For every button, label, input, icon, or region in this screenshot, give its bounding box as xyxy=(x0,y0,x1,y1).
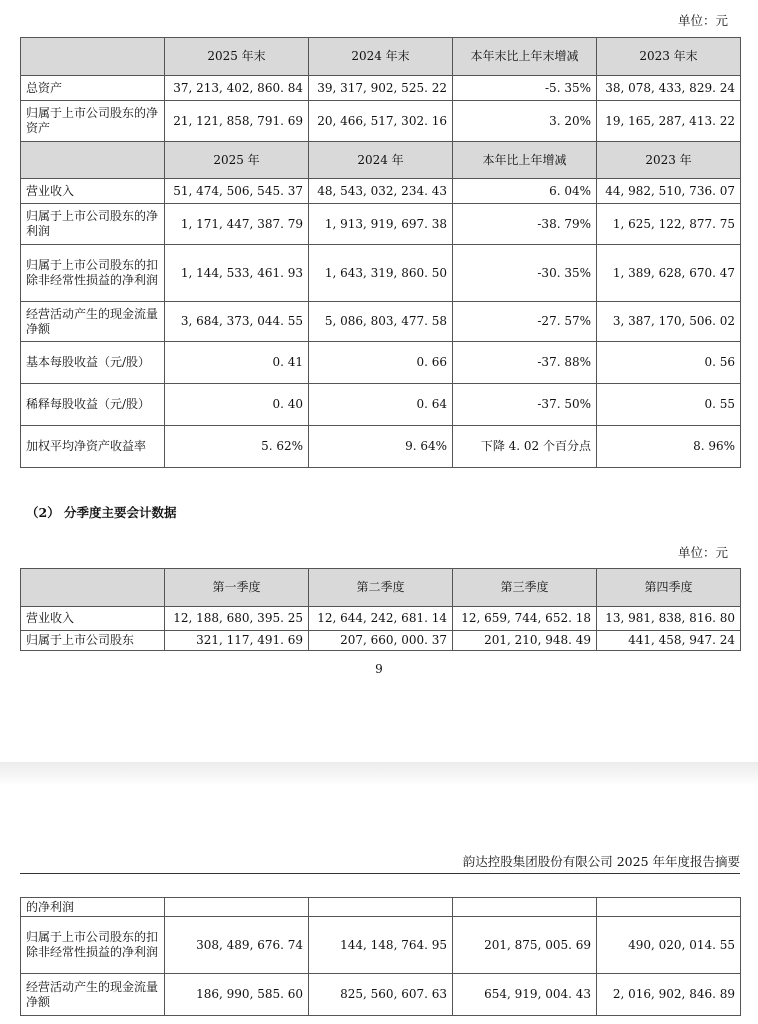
table-row xyxy=(21,204,741,245)
table-cell: 0. 55 xyxy=(597,384,741,426)
table-cell: 308, 489, 676. 74 xyxy=(165,917,309,974)
table-cell: 490, 020, 014. 55 xyxy=(597,917,741,974)
row-label: 总资产 xyxy=(21,76,165,101)
table-row xyxy=(21,898,741,917)
table-cell: 9. 64% xyxy=(309,426,453,468)
table-cell: 12, 644, 242, 681. 14 xyxy=(309,607,453,631)
table-cell: 37, 213, 402, 860. 84 xyxy=(165,76,309,101)
table-row xyxy=(21,101,741,142)
header-cell xyxy=(21,38,165,76)
table-cell: 1, 171, 447, 387. 79 xyxy=(165,204,309,245)
table-cell: 1, 389, 628, 670. 47 xyxy=(597,245,741,302)
header-cell: 2023 年 xyxy=(597,142,741,179)
header-cell: 2024 年 xyxy=(309,142,453,179)
table-cell xyxy=(165,898,309,917)
row-label: 稀释每股收益（元/股） xyxy=(21,384,165,426)
header-cell xyxy=(21,142,165,179)
row-label: 营业收入 xyxy=(21,607,165,631)
table-cell xyxy=(453,898,597,917)
table-header-row xyxy=(21,569,741,607)
table-row xyxy=(21,974,741,1016)
table-cell xyxy=(309,898,453,917)
table-cell: 0. 66 xyxy=(309,342,453,384)
header-cell: 第三季度 xyxy=(453,569,597,607)
header-cell: 第四季度 xyxy=(597,569,741,607)
row-label: 归属于上市公司股东的净利润 xyxy=(21,204,165,245)
row-label: 归属于上市公司股东的净资产 xyxy=(21,101,165,142)
table-cell: 1, 625, 122, 877. 75 xyxy=(597,204,741,245)
table-cell: 21, 121, 858, 791. 69 xyxy=(165,101,309,142)
header-cell: 2025 年末 xyxy=(165,38,309,76)
table-cell: 144, 148, 764. 95 xyxy=(309,917,453,974)
table-cell: 825, 560, 607. 63 xyxy=(309,974,453,1016)
header-cell: 第一季度 xyxy=(165,569,309,607)
unit-label: 单位：元 xyxy=(677,13,728,28)
table-row xyxy=(21,607,741,631)
table-header-row xyxy=(21,38,741,76)
row-label: 经营活动产生的现金流量净额 xyxy=(21,302,165,342)
table-row xyxy=(21,76,741,101)
row-label: 的净利润 xyxy=(21,898,165,917)
row-label: 归属于上市公司股东的扣除非经常性损益的净利润 xyxy=(21,917,165,974)
table-row xyxy=(21,917,741,974)
header-cell: 本年末比上年末增减 xyxy=(453,38,597,76)
table-cell: 5, 086, 803, 477. 58 xyxy=(309,302,453,342)
header-rule xyxy=(20,873,740,874)
table-row xyxy=(21,384,741,426)
table-cell: -5. 35% xyxy=(453,76,597,101)
table-cell: 1, 913, 919, 697. 38 xyxy=(309,204,453,245)
table-cell: 3, 684, 373, 044. 55 xyxy=(165,302,309,342)
header-cell: 2024 年末 xyxy=(309,38,453,76)
section-title: （2） 分季度主要会计数据 xyxy=(26,505,177,520)
table-cell: 207, 660, 000. 37 xyxy=(309,631,453,651)
header-cell: 第二季度 xyxy=(309,569,453,607)
table-cell xyxy=(597,898,741,917)
table-cell: 2, 016, 902, 846. 89 xyxy=(597,974,741,1016)
quarterly-data-table xyxy=(20,568,741,651)
table-cell: 12, 188, 680, 395. 25 xyxy=(165,607,309,631)
table-header-row xyxy=(21,142,741,179)
table-row xyxy=(21,631,741,651)
table-cell: 1, 144, 533, 461. 93 xyxy=(165,245,309,302)
table-cell: 44, 982, 510, 736. 07 xyxy=(597,179,741,204)
table-cell: 6. 04% xyxy=(453,179,597,204)
table-cell: 5. 62% xyxy=(165,426,309,468)
table-cell: 3, 387, 170, 506. 02 xyxy=(597,302,741,342)
table-cell: 48, 543, 032, 234. 43 xyxy=(309,179,453,204)
header-cell: 2023 年末 xyxy=(597,38,741,76)
table-cell: 下降 4. 02 个百分点 xyxy=(453,426,597,468)
table-cell: 12, 659, 744, 652. 18 xyxy=(453,607,597,631)
row-label: 加权平均净资产收益率 xyxy=(21,426,165,468)
page-number: 9 xyxy=(375,662,383,676)
quarterly-data-table-continued xyxy=(20,897,741,1016)
header-cell: 本年比上年增减 xyxy=(453,142,597,179)
annual-data-table xyxy=(20,37,741,468)
table-cell: -37. 50% xyxy=(453,384,597,426)
table-cell: 13, 981, 838, 816. 80 xyxy=(597,607,741,631)
table-cell: 0. 40 xyxy=(165,384,309,426)
table-cell: 201, 875, 005. 69 xyxy=(453,917,597,974)
table-cell: 186, 990, 585. 60 xyxy=(165,974,309,1016)
table-cell: 654, 919, 004. 43 xyxy=(453,974,597,1016)
row-label: 经营活动产生的现金流量净额 xyxy=(21,974,165,1016)
table-cell: 1, 643, 319, 860. 50 xyxy=(309,245,453,302)
table-row xyxy=(21,302,741,342)
table-cell: 8. 96% xyxy=(597,426,741,468)
table-cell: 0. 56 xyxy=(597,342,741,384)
table-cell: 321, 117, 491. 69 xyxy=(165,631,309,651)
table-cell: 51, 474, 506, 545. 37 xyxy=(165,179,309,204)
table-cell: 19, 165, 287, 413. 22 xyxy=(597,101,741,142)
table-cell: -27. 57% xyxy=(453,302,597,342)
table-cell: -37. 88% xyxy=(453,342,597,384)
table-cell: 3. 20% xyxy=(453,101,597,142)
page-separator xyxy=(0,762,758,786)
table-cell: 20, 466, 517, 302. 16 xyxy=(309,101,453,142)
row-label: 营业收入 xyxy=(21,179,165,204)
table-row xyxy=(21,342,741,384)
table-cell: 0. 41 xyxy=(165,342,309,384)
table-cell: 0. 64 xyxy=(309,384,453,426)
row-label: 基本每股收益（元/股） xyxy=(21,342,165,384)
row-label: 归属于上市公司股东 xyxy=(21,631,165,651)
unit-label: 单位：元 xyxy=(677,545,728,560)
table-cell: 39, 317, 902, 525. 22 xyxy=(309,76,453,101)
row-label: 归属于上市公司股东的扣除非经常性损益的净利润 xyxy=(21,245,165,302)
table-cell: 441, 458, 947. 24 xyxy=(597,631,741,651)
table-cell: 38, 078, 433, 829. 24 xyxy=(597,76,741,101)
header-cell: 2025 年 xyxy=(165,142,309,179)
running-header: 韵达控股集团股份有限公司 2025 年年度报告摘要 xyxy=(462,854,740,869)
table-cell: 201, 210, 948. 49 xyxy=(453,631,597,651)
table-row xyxy=(21,245,741,302)
table-cell: -30. 35% xyxy=(453,245,597,302)
header-cell xyxy=(21,569,165,607)
table-cell: -38. 79% xyxy=(453,204,597,245)
table-row xyxy=(21,426,741,468)
table-row xyxy=(21,179,741,204)
